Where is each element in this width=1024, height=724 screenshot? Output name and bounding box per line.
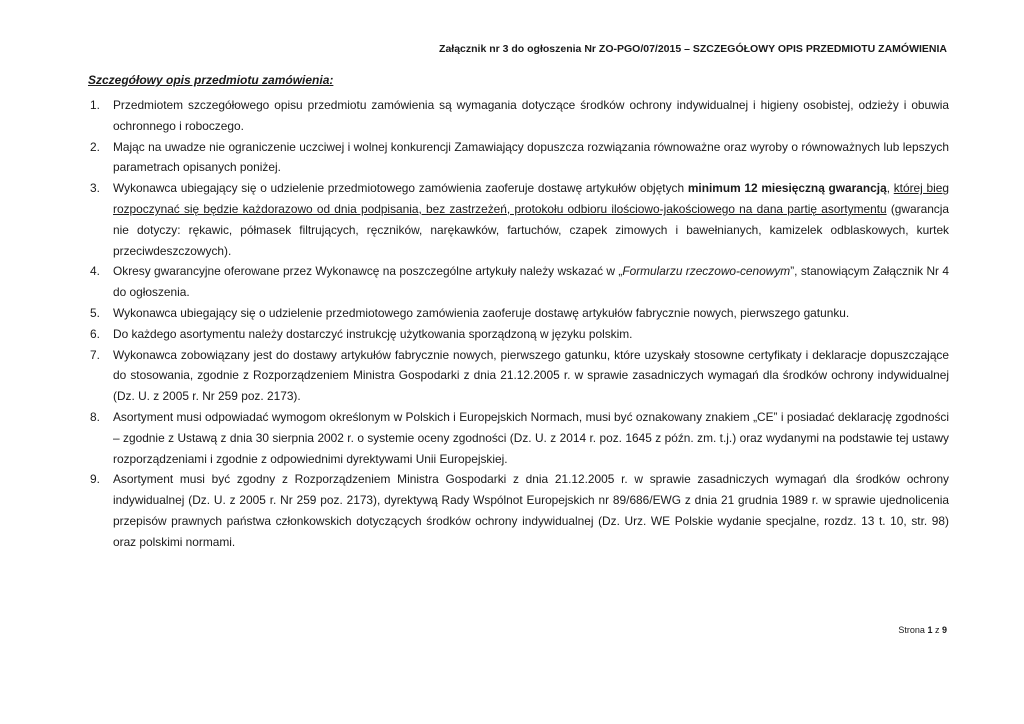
page-label: Strona: [898, 625, 925, 635]
page-separator: z: [934, 625, 940, 635]
list-item-8: [88, 407, 949, 469]
list-item-1: [88, 95, 949, 137]
list-item-6: [88, 324, 949, 345]
item-number: 1.: [90, 98, 100, 112]
requirements-list: [88, 95, 949, 553]
item-text: Wykonawca ubiegający się o udzielenie przedmiotowego zamówienia zaoferuje dostawę artykułów fabrycznie nowych, pierwszego gatunku.: [113, 305, 850, 320]
item-number: 2.: [90, 139, 100, 154]
list-item-7: [88, 345, 949, 407]
item-text: Asortyment musi być zgodny z Rozporządzeniem Ministra Gospodarki z dnia 21.12.2005 r. w sprawie zasadniczych wymagań dla środków ochrony indywidualnej (Dz. U. z 2005 r. Nr 259 poz. 2173), dyrektywą Rady Wspólnot Europejskich nr 89/686/EWG z dnia 21 grudnia 1989 r. w sprawie ujednolicenia przepisów prawnych państwa członkowskich dotyczących środków ochrony indywidualnej (Dz. Urz. WE Polskie wydanie specjalne, rozdz. 13 t. 10, str. 98) oraz polskimi normami.: [113, 472, 949, 549]
list-item-5: [88, 303, 949, 324]
warranty-start-clause: której bieg rozpoczynać się będzie każdorazowo od dnia podpisania, bez zastrzeżeń, protokołu odbioru ilościowo-jakościowego na dana partię asortymentu: [113, 181, 949, 216]
item-number: 4.: [90, 264, 100, 279]
item-text-part: (gwarancja nie dotyczy: rękawic, półmasek filtrujących, ręczników, narękawków, fartuchów, czapek zimowych i bawełnianych, kamizelek odblaskowych, kurtek przeciwdeszczowych).: [113, 201, 950, 258]
item-text: Wykonawca zobowiązany jest do dostawy artykułów fabrycznie nowych, pierwszego gatunku, które uzyskały stosowne certyfikaty i deklaracje dopuszczające do stosowania, zgodnie z Rozporządzeniem Ministra Gospodarki z dnia 21.12.2005 r. w sprawie zasadniczych wymagań dla środków ochrony indywidualnej (Dz. U. z 2005 r. Nr 259 poz. 2173).: [113, 347, 949, 404]
list-item-3: [88, 178, 949, 261]
warranty-emphasis: minimum 12 miesięczną gwarancją: [687, 181, 887, 196]
item-number: 3.: [90, 181, 100, 196]
list-item-4: [88, 261, 949, 303]
section-title: Szczegółowy opis przedmiotu zamówienia:: [88, 73, 334, 87]
item-number: 9.: [90, 472, 100, 487]
item-text: Przedmiotem szczegółowego opisu przedmiotu zamówienia są wymagania dotyczące środków ochrony indywidualnej i higieny osobistej, odzieży i obuwia ochronnego i roboczego.: [113, 98, 949, 133]
item-text-part: Wykonawca ubiegający się o udzielenie przedmiotowego zamówienia zaoferuje dostawę artykułów objętych: [113, 181, 688, 196]
form-name: Formularzu rzeczowo-cenowym: [622, 264, 791, 279]
item-text-part: ”, stanowiącym Załącznik Nr 4 do ogłoszenia.: [113, 264, 949, 300]
document-header: Załącznik nr 3 do ogłoszenia Nr ZO-PGO/07/2015 – SZCZEGÓŁOWY OPIS PRZEDMIOTU ZAMÓWIENIA: [439, 43, 947, 55]
item-text-part: ,: [886, 181, 894, 196]
item-number: 6.: [90, 326, 100, 341]
list-item-9: [88, 469, 949, 552]
item-number: 8.: [90, 409, 100, 424]
item-number: 5.: [90, 305, 100, 320]
item-text: Asortyment musi odpowiadać wymogom określonym w Polskich i Europejskich Normach, musi być oznakowany znakiem „CE” i posiadać deklarację zgodności – zgodnie z Ustawą z dnia 30 sierpnia 2002 r. o systemie oceny zgodności (Dz. U. z 2014 r. poz. 1645 z późn. zm. t.j.) oraz wydanymi na podstawie tej ustawy rozporządzeniami i zgodnie z odpowiednimi dyrektywami Unii Europejskiej.: [113, 409, 949, 466]
item-text: Do każdego asortymentu należy dostarczyć instrukcję użytkowania sporządzoną w języku polskim.: [113, 326, 633, 341]
total-page-number: 9: [941, 625, 947, 635]
current-page-number: 1: [927, 625, 933, 635]
item-number: 7.: [90, 347, 100, 362]
item-text-part: Okresy gwarancyjne oferowane przez Wykonawcę na poszczególne artykuły należy wskazać w „: [113, 264, 623, 279]
page-footer: [898, 625, 947, 635]
item-text: Mając na uwadze nie ograniczenie uczciwej i wolnej konkurencji Zamawiający dopuszcza rozwiązania równoważne oraz wyroby o równoważnych lub lepszych parametrach opisanych poniżej.: [113, 139, 949, 175]
list-item-2: [88, 137, 949, 179]
